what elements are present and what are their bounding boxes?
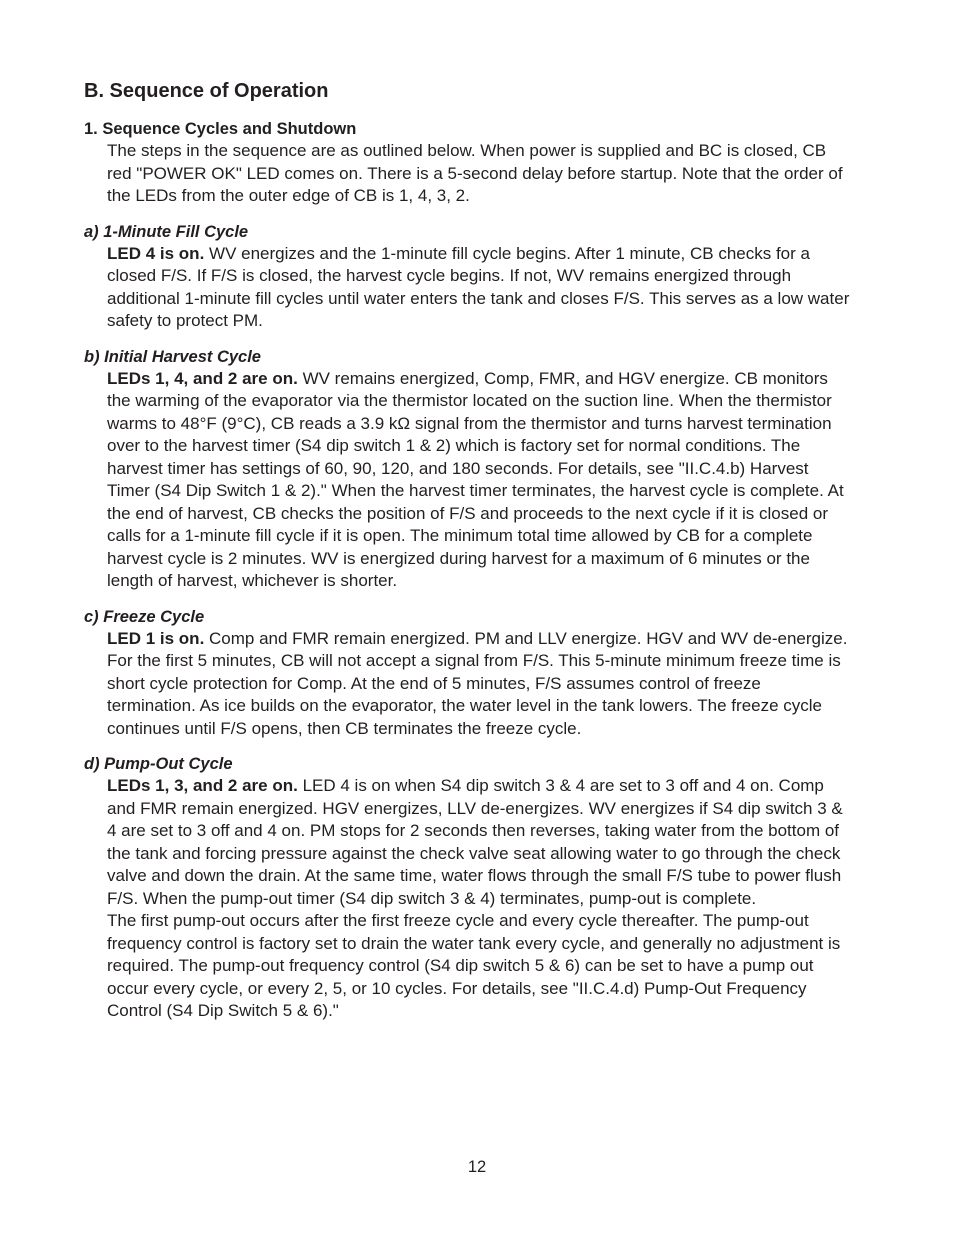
section-fill-cycle <box>84 221 854 333</box>
lead-freeze-cycle: LED 1 is on. <box>107 628 205 648</box>
text-initial-harvest: WV remains energized, Comp, FMR, and HGV energize. CB monitors the warming of the evaporator via the thermistor located on the suction line. When the thermistor warms to 48°F (9°C), CB reads a 3.9 kΩ signal from the thermistor and turns harvest termination over to the harvest timer (S4 dip switch 1 & 2) which is factory set for normal conditions. The harvest timer has settings of 60, 90, 120, and 180 seconds. For details, see "II.C.4.b) Harvest Timer (S4 Dip Switch 1 & 2)." When the harvest timer terminates, the harvest cycle is complete. At the end of harvest, CB checks the position of F/S and proceeds to the next cycle if it is closed or calls for a 1-minute fill cycle if it is open. The minimum total time allowed by CB for a complete harvest cycle is 2 minutes. WV is energized during harvest for a maximum of 6 minutes or the length of harvest, whichever is shorter. <box>107 368 844 590</box>
paragraph-pump-out <box>107 775 854 910</box>
document-page <box>84 78 854 1036</box>
section-sequence-cycles <box>84 118 854 208</box>
lead-fill-cycle: LED 4 is on. <box>107 243 205 263</box>
lead-initial-harvest: LEDs 1, 4, and 2 are on. <box>107 368 298 388</box>
text-fill-cycle: WV energizes and the 1-minute fill cycle begins. After 1 minute, CB checks for a closed F/S. If F/S is closed, the harvest cycle begins. If not, WV remains energized through additional 1-minute fill cycles until water enters the tank and closes F/S. This serves as a low water safety to protect PM. <box>107 243 850 330</box>
subheading-sequence-cycles: 1. Sequence Cycles and Shutdown <box>84 120 357 138</box>
page-number: 12 <box>467 1158 487 1176</box>
paragraph-freeze-cycle <box>107 628 854 741</box>
lead-pump-out: LEDs 1, 3, and 2 are on. <box>107 776 298 795</box>
subheading-initial-harvest: b) Initial Harvest Cycle <box>84 347 261 366</box>
paragraph-initial-harvest <box>107 368 854 593</box>
subheading-freeze-cycle: c) Freeze Cycle <box>84 607 205 626</box>
text-pump-out: LED 4 is on when S4 dip switch 3 & 4 are set to 3 off and 4 on. Comp and FMR remain energized. HGV energizes, LLV de-energizes. WV energizes if S4 dip switch 3 & 4 are set to 3 off and 4 on. PM stops for 2 seconds then reverses, taking water from the bottom of the tank and forcing pressure against the check valve seat allowing water to go through the check valve and down the drain. At the same time, water flows through the small F/S tube to power flush F/S. When the pump-out timer (S4 dip switch 3 & 4) terminates, pump-out is complete. <box>107 776 843 908</box>
section-freeze-cycle <box>84 606 854 741</box>
section-heading: B. Sequence of Operation <box>84 80 329 102</box>
subheading-fill-cycle: a) 1-Minute Fill Cycle <box>84 222 249 241</box>
subheading-pump-out: d) Pump-Out Cycle <box>84 755 233 773</box>
paragraph-sequence-cycles: The steps in the sequence are as outlined below. When power is supplied and BC is closed, CB red "POWER OK" LED comes on. There is a 5-second delay before startup. Note that the order of the LEDs from the outer edge of CB is 1, 4, 3, 2. <box>107 141 843 205</box>
section-pump-out <box>84 753 854 1023</box>
paragraph-fill-cycle <box>107 243 854 333</box>
section-initial-harvest <box>84 346 854 593</box>
paragraph-pump-out-frequency: The first pump-out occurs after the first freeze cycle and every cycle thereafter. The pump-out frequency control is factory set to drain the water tank every cycle, and generally no adjustment is required. The pump-out frequency control (S4 dip switch 5 & 6) can be set to have a pump out occur every cycle, or every 2, 5, or 10 cycles. For details, see "II.C.4.d) Pump-Out Frequency Control (S4 Dip Switch 5 & 6)." <box>107 911 841 1020</box>
text-freeze-cycle: Comp and FMR remain energized. PM and LLV energize. HGV and WV de-energize. For the first 5 minutes, CB will not accept a signal from F/S. This 5-minute minimum freeze time is short cycle protection for Comp. At the end of 5 minutes, F/S assumes control of freeze termination. As ice builds on the evaporator, the water level in the tank lowers. The freeze cycle continues until F/S opens, then CB terminates the freeze cycle. <box>107 628 848 738</box>
